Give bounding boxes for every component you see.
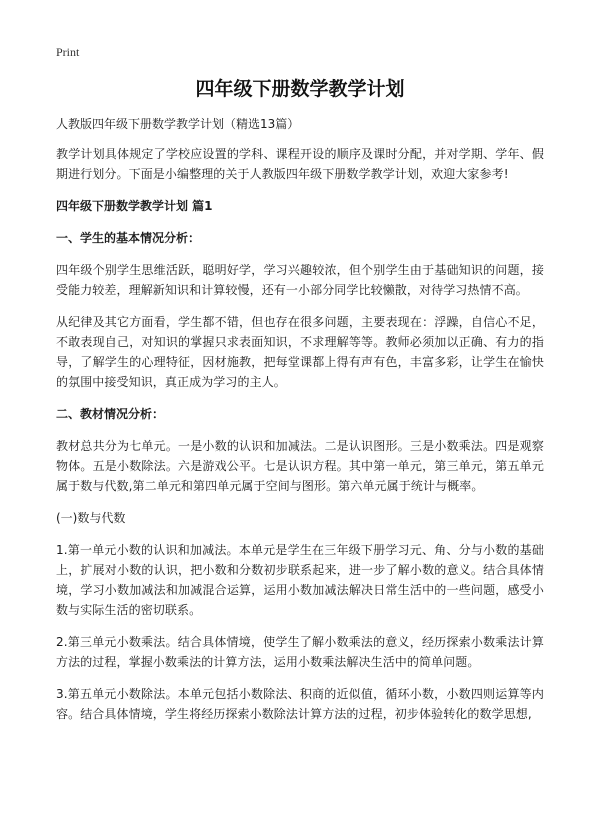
section-heading-students: 一、学生的基本情况分析： — [56, 231, 201, 245]
paragraph-students-discipline: 从纪律及其它方面看，学生都不错，但也存在很多问题，主要表现在：浮躁，自信心不足，不敢表现自己，对知识的掌握只求表面知识，不求理解等等。教师必须加以正确、有力的指导，了解学生的心理特征，因材施教，把每堂课都上得有声有色，丰富多彩，让学生在愉快的氛围中接受知识，真正成为学习的主人。 — [56, 315, 544, 389]
intro-paragraph: 教学计划具体规定了学校应设置的学科、课程开设的顺序及课时分配，并对学期、学年、假期进行划分。下面是小编整理的关于人教版四年级下册数学教学计划，欢迎大家参考! — [56, 147, 544, 181]
section-heading-textbook: 二、教材情况分析： — [56, 407, 165, 421]
list-item-unit-3: 2.第三单元小数乘法。结合具体情境，使学生了解小数乘法的意义，经历探索小数乘法计算方法的过程，掌握小数乘法的计算方法，运用小数乘法解决生活中的简单问题。 — [56, 635, 544, 669]
list-item-unit-5: 3.第五单元小数除法。本单元包括小数除法、积商的近似值，循环小数，小数四则运算等内容。结合具体情境，学生将经历探索小数除法计算方法的过程，初步体验转化的数学思想, — [56, 687, 544, 721]
document-subtitle: 人教版四年级下册数学教学计划（精选13篇） — [56, 117, 300, 131]
article-heading: 四年级下册数学教学计划 篇1 — [56, 199, 213, 213]
paragraph-students-ability: 四年级个别学生思维活跃，聪明好学，学习兴趣较浓，但个别学生由于基础知识的问题，接受能力较差，理解新知识和计算较慢，还有一小部分同学比较懒散，对待学习热情不高。 — [56, 263, 544, 297]
paragraph-textbook-overview: 教材总共分为七单元。一是小数的认识和加减法。二是认识图形。三是小数乘法。四是观察物体。五是小数除法。六是游戏公平。七是认识方程。其中第一单元，第三单元，第五单元属于数与代数,第二单元和第四单元属于空间与图形。第六单元属于统计与概率。 — [56, 439, 544, 493]
list-item-unit-1: 1.第一单元小数的认识和加减法。本单元是学生在三年级下册学习元、角、分与小数的基础上，扩展对小数的认识，把小数和分数初步联系起来，进一步了解小数的意义。结合具体情境，学习小数加减法和加减混合运算，运用小数加减法解决日常生活中的一些问题，感受小数与实际生活的密切联系。 — [56, 543, 544, 617]
print-link[interactable]: Print — [56, 45, 80, 59]
subheading-number-algebra: (一)数与代数 — [56, 511, 126, 525]
document-title: 四年级下册数学教学计划 — [195, 78, 405, 100]
